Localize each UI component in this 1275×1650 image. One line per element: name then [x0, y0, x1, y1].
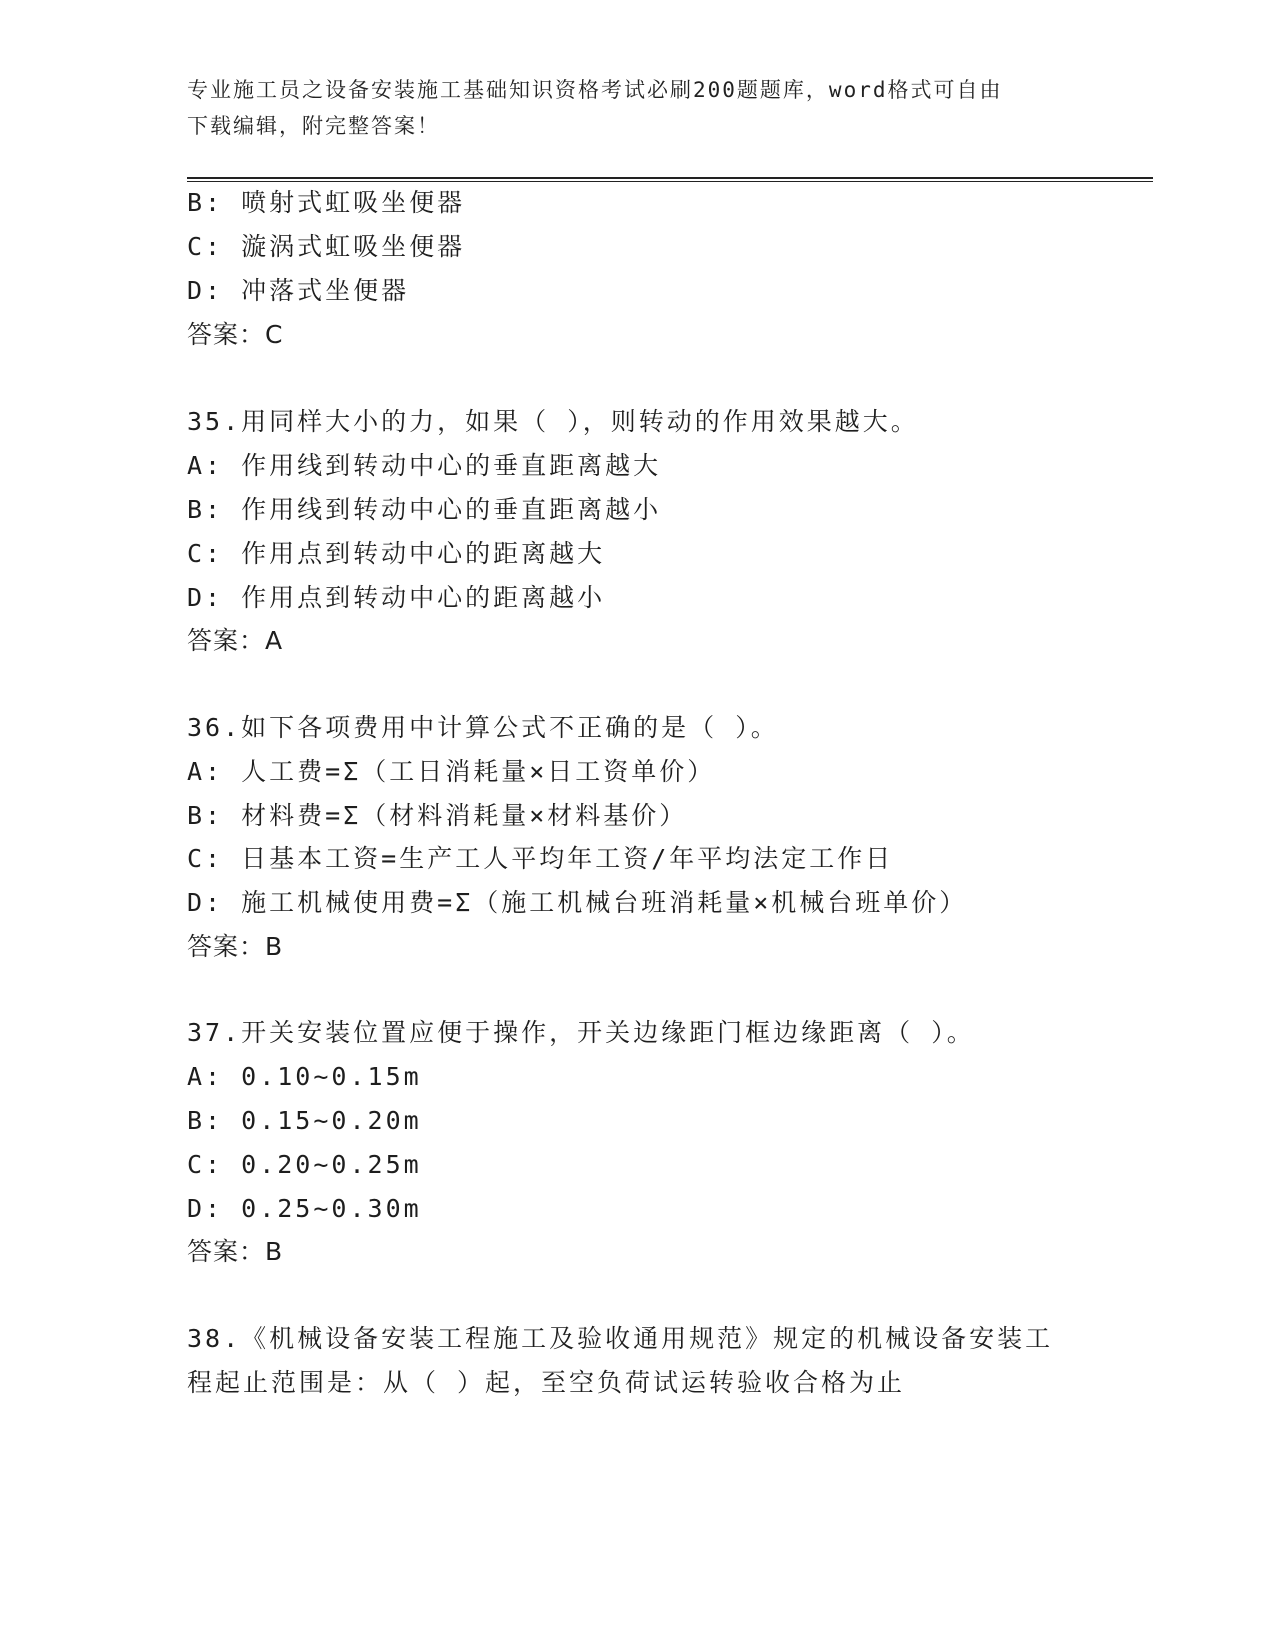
q37-option-b: B: 0.15~0.20m	[187, 1106, 422, 1135]
q37-option-d: D: 0.25~0.30m	[187, 1194, 422, 1223]
q36-option-d: D: 施工机械使用费=Σ（施工机械台班消耗量×机械台班单价）	[187, 888, 968, 917]
q36-option-c: C: 日基本工资=生产工人平均年工资/年平均法定工作日	[187, 844, 894, 873]
q35-answer: 答案：A	[187, 626, 284, 655]
q35-option-a: A: 作用线到转动中心的垂直距离越大	[187, 451, 662, 480]
q35-option-c: C: 作用点到转动中心的距离越大	[187, 539, 606, 568]
page-header	[187, 72, 1087, 144]
q34-option-c: C: 漩涡式虹吸坐便器	[187, 232, 466, 261]
q35-option-d: D: 作用点到转动中心的距离越小	[187, 583, 606, 612]
header-line-1: 专业施工员之设备安装施工基础知识资格考试必刷200题题库，word格式可自由	[187, 78, 1003, 102]
q37-answer: 答案：B	[187, 1237, 284, 1266]
q36-option-a: A: 人工费=Σ（工日消耗量×日工资单价）	[187, 757, 716, 786]
header-divider	[187, 177, 1153, 182]
q35-question: 35.用同样大小的力，如果（ ），则转动的作用效果越大。	[187, 407, 919, 436]
q36-answer: 答案：B	[187, 932, 284, 961]
q34-option-d: D: 冲落式坐便器	[187, 276, 410, 305]
q37-option-c: C: 0.20~0.25m	[187, 1150, 422, 1179]
q35-option-b: B: 作用线到转动中心的垂直距离越小	[187, 495, 662, 524]
q36-question: 36.如下各项费用中计算公式不正确的是（ ）。	[187, 713, 779, 742]
q34-answer: 答案：C	[187, 320, 284, 349]
q37-question: 37.开关安装位置应便于操作，开关边缘距门框边缘距离（ ）。	[187, 1018, 975, 1047]
q38-question-line-1: 38.《机械设备安装工程施工及验收通用规范》规定的机械设备安装工	[187, 1324, 1054, 1353]
q38-question-line-2: 程起止范围是：从（ ）起，至空负荷试运转验收合格为止	[187, 1368, 906, 1397]
header-line-2: 下载编辑，附完整答案！	[187, 114, 440, 138]
q34-option-b: B: 喷射式虹吸坐便器	[187, 188, 466, 217]
q37-option-a: A: 0.10~0.15m	[187, 1062, 422, 1091]
q36-option-b: B: 材料费=Σ（材料消耗量×材料基价）	[187, 801, 688, 830]
